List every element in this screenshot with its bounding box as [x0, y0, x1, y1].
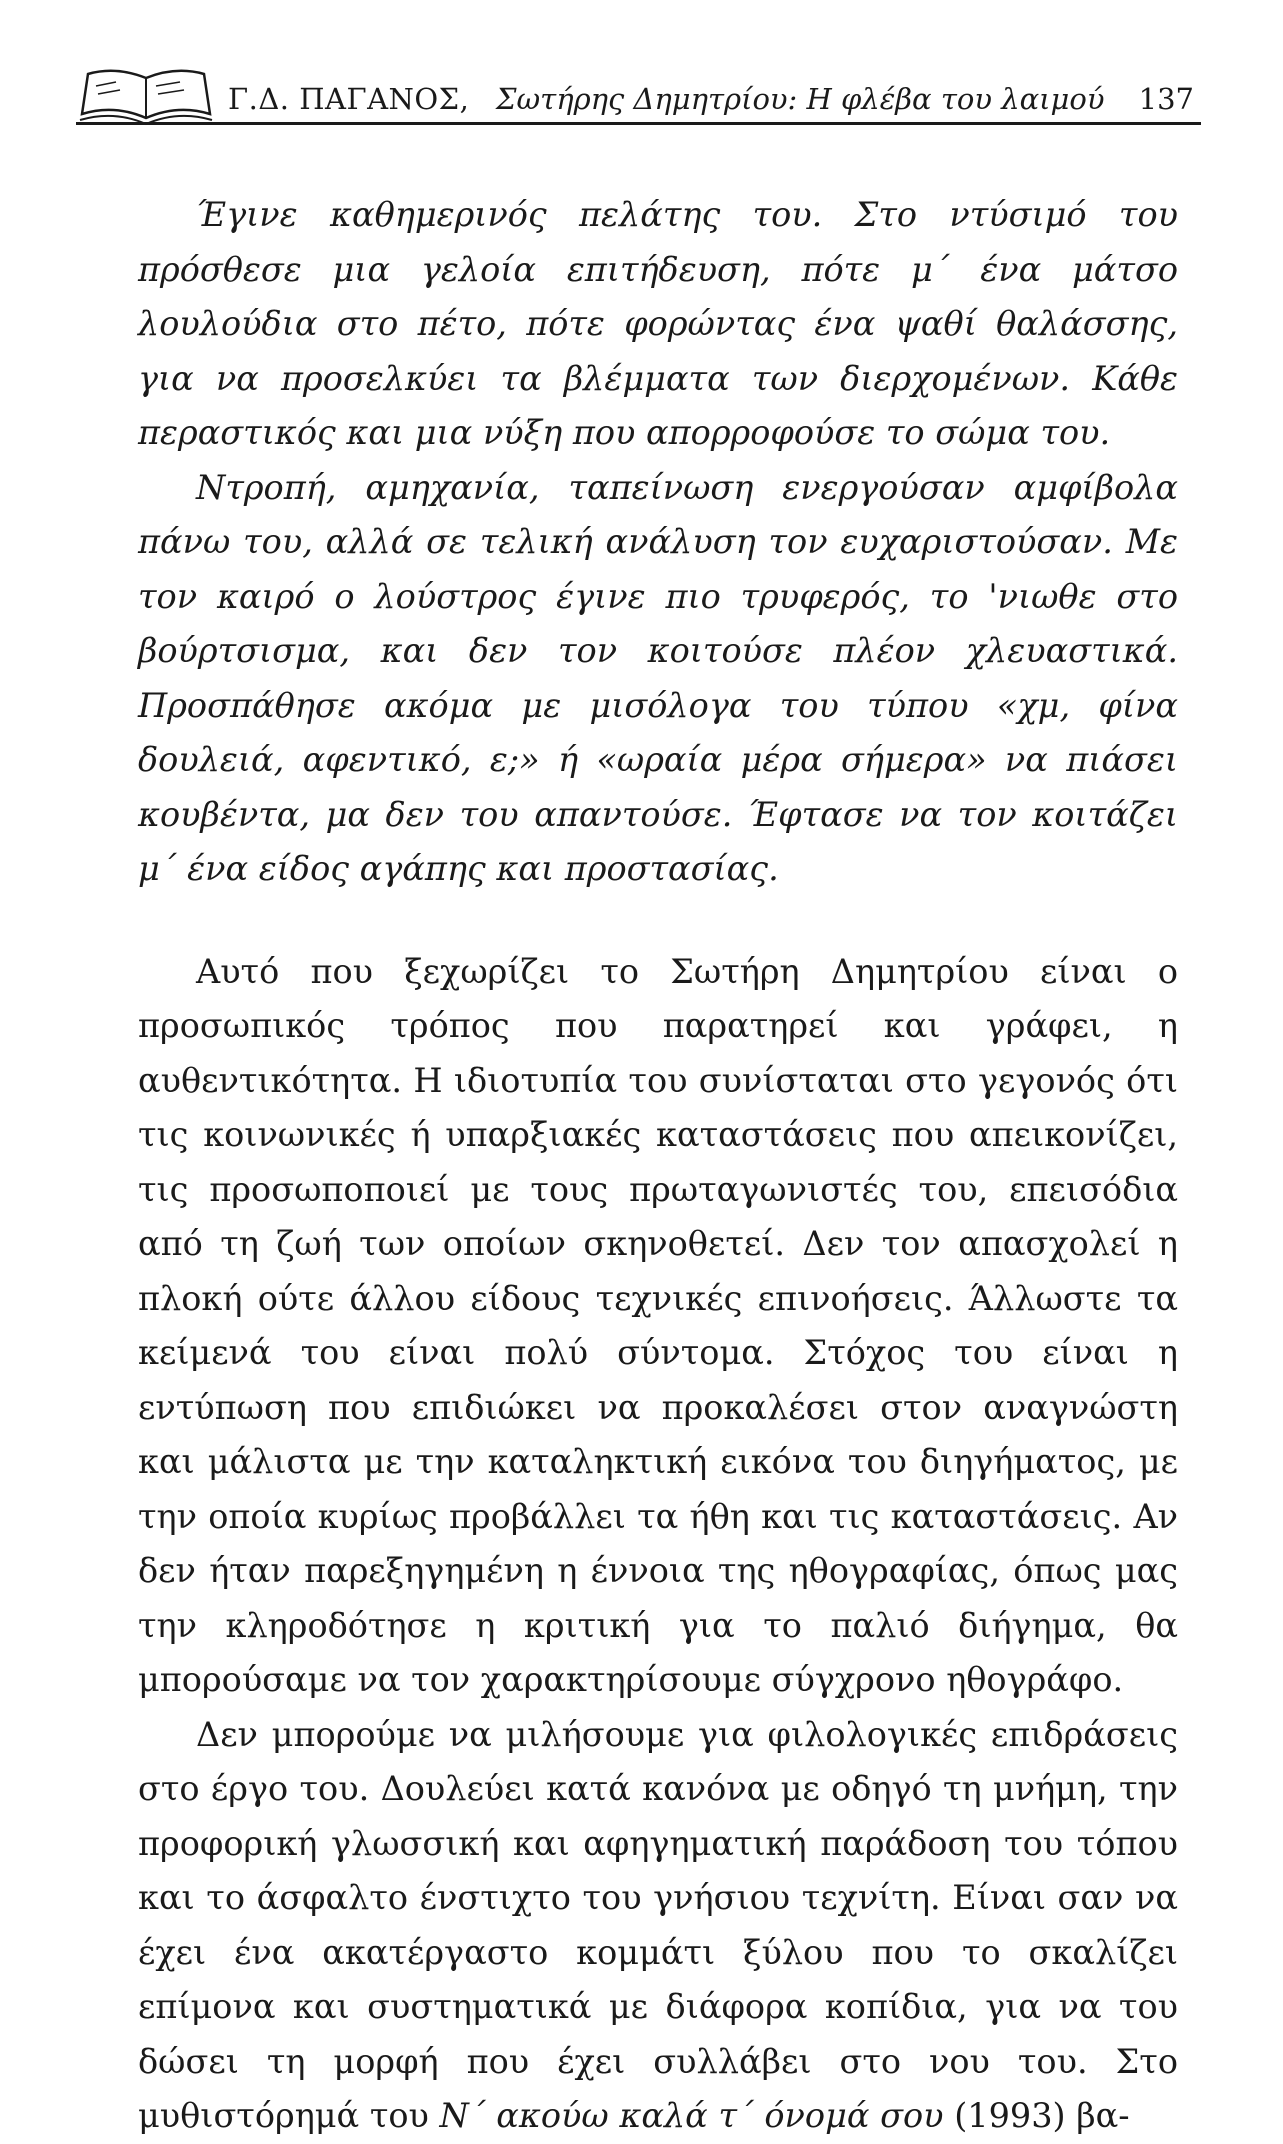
- header-author: Γ.Δ. ΠΑΓΑΝΟΣ,: [228, 82, 470, 116]
- quote-paragraph-1: Έγινε καθημερινός πελάτης του. Στο ντύσιμό του πρόσθεσε μια γελοία επιτήδευση, πότε μ΄ ένα μάτσο λουλούδια στο πέτο, πότε φορώντας ένα ψαθί θαλάσσης, για να προσελκύει τα βλέμματα των διερχομένων. Κάθε περαστικός και μια νύξη που απορροφούσε το σώμα του.: [138, 195, 1178, 452]
- novel-year: (1993): [954, 2096, 1066, 2135]
- page-content: [138, 188, 1178, 2144]
- section-gap: [138, 897, 1178, 945]
- page-number: 137: [1138, 82, 1194, 116]
- body-paragraph-2-start: Δεν μπορούμε να μιλήσουμε για φιλολογικές επιδράσεις στο έργο του. Δουλεύει κατά κανόνα με οδηγό τη μνήμη, την προφορική γλωσσική και αφηγηματική παράδοση του τόπου και το άσφαλτο ένστιχτο του γνήσιου τεχνίτη. Είναι σαν να έχει ένα ακατέργαστο κομμάτι ξύλου που το σκαλίζει επίμονα και συστηματικά με διάφορα κοπίδια, για να του δώσει τη μορφή που έχει συλλάβει στο νου του. Στο μυθιστόρημά του: [138, 1714, 1178, 2135]
- body-paragraph-2-end: βα-: [1076, 2096, 1130, 2135]
- open-book-icon: [76, 64, 216, 126]
- header-title: Σωτήρης Δημητρίου: Η φλέβα του λαιμού: [496, 82, 1105, 116]
- running-header: [76, 58, 1206, 128]
- quote-paragraph-2: Ντροπή, αμηχανία, ταπείνωση ενεργούσαν αμφίβολα πάνω του, αλλά σε τελική ανάλυση τον ευχαριστούσαν. Με τον καιρό ο λούστρος έγινε πιο τρυφερός, το 'νιωθε στο βούρτσισμα, και δεν τον κοιτούσε πλέον χλευαστικά. Προσπάθησε ακόμα με μισόλογα του τύπου «χμ, φίνα δουλειά, αφεντικό, ε;» ή «ωραία μέρα σήμερα» να πιάσει κουβέντα, μα δεν του απαντούσε. Έφτασε να τον κοιτάζει μ΄ ένα είδος αγάπης και προστασίας.: [138, 467, 1178, 888]
- header-rule: [76, 122, 1201, 125]
- novel-title: Ν΄ ακούω καλά τ΄ όνομά σου: [439, 2096, 944, 2135]
- body-paragraph-1: Αυτό που ξεχωρίζει το Σωτήρη Δημητρίου είναι ο προσωπικός τρόπος που παρατηρεί και γράφει, η αυθεντικότητα. Η ιδιοτυπία του συνίσταται στο γεγονός ότι τις κοινωνικές ή υπαρξιακές καταστάσεις που απεικονίζει, τις προσωποποιεί με τους πρωταγωνιστές του, επεισόδια από τη ζωή των οποίων σκηνοθετεί. Δεν τον απασχολεί η πλοκή ούτε άλλου είδους τεχνικές επινοήσεις. Άλλωστε τα κείμενά του είναι πολύ σύντομα. Στόχος του είναι η εντύπωση που επιδιώκει να προκαλέσει στον αναγνώστη και μάλιστα με την καταληκτική εικόνα του διηγήματος, με την οποία κυρίως προβάλλει τα ήθη και τις καταστάσεις. Αν δεν ήταν παρεξηγημένη η έννοια της ηθογραφίας, όπως μας την κληροδότησε η κριτική για το παλιό διήγημα, θα μπορούσαμε να τον χαρακτηρίσουμε σύγχρονο ηθογράφο.: [138, 951, 1178, 1699]
- body-paragraph-2: [138, 1708, 1178, 2144]
